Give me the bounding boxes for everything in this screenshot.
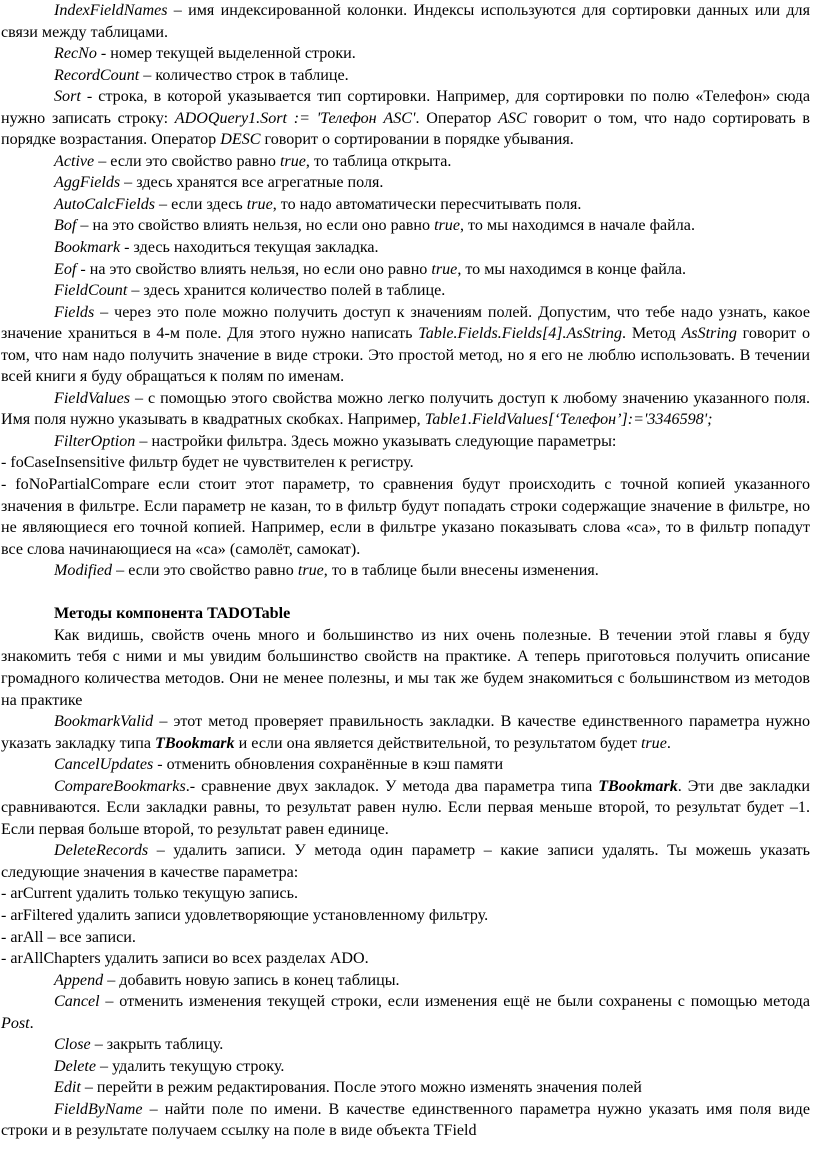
term: Bof	[54, 217, 77, 235]
type-name: TBookmark	[598, 777, 678, 795]
keyword: Post	[1, 1014, 30, 1032]
property-bof	[1, 215, 810, 237]
term: AggFields	[54, 174, 121, 192]
description: . Эти две закладки сравниваются. Если закладки равны, то результат равен нулю. Если первая меньше второй, то результат будет –1. Если первая больше второй, то результат равен единице.	[1, 777, 810, 838]
keyword: true	[640, 734, 667, 752]
methods-intro: Как видишь, свойств очень много и большинство из них очень полезные. В течении этой главы я буду знакомить тебя с ними и мы увидим большинство свойств на практике. А теперь приготовься получить описание громадного количества методов. Они не менее полезны, и мы так же будем знакомиться с большинством из методов на практике	[1, 626, 810, 709]
description: .	[666, 734, 671, 752]
term: Modified	[54, 562, 113, 580]
property-fields	[1, 302, 810, 388]
term: Close	[54, 1036, 91, 1054]
property-sort	[1, 86, 810, 151]
description: – закрыть таблицу.	[90, 1036, 224, 1054]
option-item: - foCaseInsensitive фильтр будет не чувствителен к регистру.	[1, 454, 414, 472]
keyword: DESC	[220, 131, 261, 149]
description: , то надо автоматически пересчитывать поля.	[272, 195, 582, 213]
description: . Оператор	[415, 109, 499, 127]
description: - строка, в которой указывается тип сортировки. Например, для сортировки по полю «Телефон» сюда нужно записать строку:	[1, 88, 810, 127]
method-cancel	[1, 991, 810, 1034]
code-example: Table1.FieldValues[‘Телефон’]:='3346598';	[424, 411, 713, 429]
description: , то мы находимся в конце файла.	[457, 260, 687, 278]
term: Sort	[54, 88, 81, 106]
keyword: true	[246, 195, 273, 213]
property-fieldvalues	[1, 388, 810, 431]
term: Cancel	[54, 993, 100, 1011]
method-cancelupdates	[1, 754, 810, 776]
description: и если она является действительной, то результатом будет	[234, 734, 641, 752]
property-bookmark	[1, 237, 810, 259]
term: Edit	[54, 1079, 81, 1097]
code-example: ADOQuery1.Sort := 'Телефон ASC'	[174, 109, 416, 127]
method-bookmarkvalid	[1, 711, 810, 754]
description: – имя индексированной колонки. Индексы используются для сортировки данных или для связи между таблицами.	[1, 2, 810, 41]
property-indexfieldnames	[1, 0, 810, 43]
description: – на это свойство влиять нельзя, но если оно равно	[76, 217, 435, 235]
term: Delete	[54, 1057, 96, 1075]
description: говорит о том, что надо сортировать в порядке возрастания. Оператор	[1, 109, 811, 149]
description: , то в таблице были внесены изменения.	[323, 562, 599, 580]
section-heading: Методы компонента TADOTable	[54, 605, 291, 623]
blank-line	[1, 582, 810, 604]
description: , то таблица открыта.	[305, 152, 452, 170]
term: Eof	[54, 260, 77, 278]
option-item: - arAllChapters удалить записи во всех разделах ADO.	[1, 950, 369, 968]
term: RecordCount	[54, 66, 140, 84]
keyword: true	[279, 152, 306, 170]
term: Append	[54, 971, 104, 989]
description: - здесь находиться текущая закладка.	[120, 239, 379, 257]
term: FieldByName	[54, 1100, 143, 1118]
option-item: - foNoPartialCompare если стоит этот параметр, то сравнения будут происходить с точной копией указанного значения в фильтре. Если параметр не казан, то в фильтр будут попадать строки содержащие значение в фильтре, но не являющиеся его точной копией. Например, если в фильтре указано показывать слова «са», то в фильтр попадут все слова начинающиеся на «са» (самолёт, самокат).	[1, 476, 810, 558]
description: – удалить записи. У метода один параметр – какие записи удалять. Ты можешь указать следующие значения в качестве параметра:	[1, 842, 810, 881]
description: – добавить новую запись в конец таблицы.	[103, 971, 400, 989]
property-eof	[1, 259, 810, 281]
term: IndexFieldNames	[54, 2, 168, 19]
term: Bookmark	[54, 239, 121, 257]
description: , то мы находимся в начале файла.	[460, 217, 695, 235]
property-recordcount	[1, 65, 810, 87]
property-fieldcount	[1, 280, 810, 302]
description: – количество строк в таблице.	[139, 66, 349, 84]
description: .	[29, 1014, 34, 1032]
description: – найти поле по имени. В качестве единственного параметра нужно указать имя поля виде строки и в результате получаем ссылку на поле в виде объекта TField	[1, 1100, 810, 1140]
property-active	[1, 151, 810, 173]
description: – удалить текущую строку.	[96, 1057, 285, 1075]
description: . Метод	[622, 325, 682, 343]
term: BookmarkValid	[54, 713, 154, 731]
method-edit	[1, 1077, 810, 1099]
description: – с помощью этого свойства можно легко получить доступ к любому значению указанного поля. Имя поля нужно указывать в квадратных скобках. Например,	[1, 389, 810, 429]
method-comparebookmarks	[1, 776, 810, 841]
term: FilterOption	[54, 432, 136, 450]
property-recno	[1, 43, 810, 65]
description: - на это свойство влиять нельзя, но если оно равно	[76, 260, 432, 278]
description: – через это поле можно получить доступ к значениям полей. Допустим, что тебе надо узнать, какое значение храниться в 4-м поле. Для этого нужно написать	[1, 303, 810, 343]
term: CancelUpdates	[54, 756, 154, 774]
description: – этот метод проверяет правильность закладки. В качестве единственного параметра нужно указать закладку типа	[1, 713, 810, 752]
term: CompareBookmarks	[54, 777, 186, 795]
method-append	[1, 970, 810, 992]
keyword: AsString	[681, 325, 737, 343]
description: - номер текущей выделенной строки.	[96, 45, 356, 63]
term: AutoCalcFields	[54, 195, 156, 213]
term: RecNo	[54, 45, 97, 63]
description: – здесь хранится количество полей в таблице.	[127, 282, 446, 300]
option-item: - arCurrent удалить только текущую запись.	[1, 885, 299, 903]
keyword: ASC	[498, 109, 527, 127]
option-item: - arFiltered удалить записи удовлетворяющие установленному фильтру.	[1, 906, 489, 924]
description: – отменить изменения текущей строки, если изменения ещё не были сохранены с помощью метода	[99, 993, 810, 1011]
option-item: - arAll – все записи.	[1, 928, 136, 946]
method-delete	[1, 1056, 810, 1078]
description: – здесь хранятся все агрегатные поля.	[120, 174, 384, 192]
description: – если это свойство равно	[94, 152, 280, 170]
term: DeleteRecords	[54, 842, 149, 860]
description: – если это свойство равно	[112, 562, 298, 580]
description: – перейти в режим редактирования. После этого можно изменять значения полей	[80, 1079, 642, 1097]
code-example: Table.Fields.Fields[4].AsString	[418, 325, 622, 343]
method-deleterecords	[1, 840, 810, 883]
term: Fields	[54, 303, 95, 321]
description: .- сравнение двух закладок. У метода два параметра типа	[185, 777, 599, 795]
property-modified	[1, 560, 810, 582]
property-filteroption	[1, 431, 810, 453]
description: - отменить обновления сохранённые в кэш памяти	[153, 756, 504, 774]
method-fieldbyname	[1, 1099, 810, 1142]
description: говорит о сортировании в порядке убывания.	[260, 131, 574, 149]
property-autocalcfields	[1, 194, 810, 216]
keyword: true	[297, 562, 324, 580]
method-close	[1, 1034, 810, 1056]
type-name: TBookmark	[155, 734, 235, 752]
keyword: true	[431, 260, 458, 278]
term: FieldValues	[54, 389, 130, 407]
property-aggfields	[1, 172, 810, 194]
description: – настройки фильтра. Здесь можно указывать следующие параметры:	[135, 432, 617, 450]
keyword: true	[434, 217, 460, 235]
description: говорит о том, что нам надо получить значение в виде строки. Это простой метод, но я его не люблю использовать. В течении всей книги я буду обращаться к полям по именам.	[1, 325, 810, 386]
description: – если здесь	[155, 195, 247, 213]
term: FieldCount	[54, 282, 128, 300]
term: Active	[54, 152, 95, 170]
